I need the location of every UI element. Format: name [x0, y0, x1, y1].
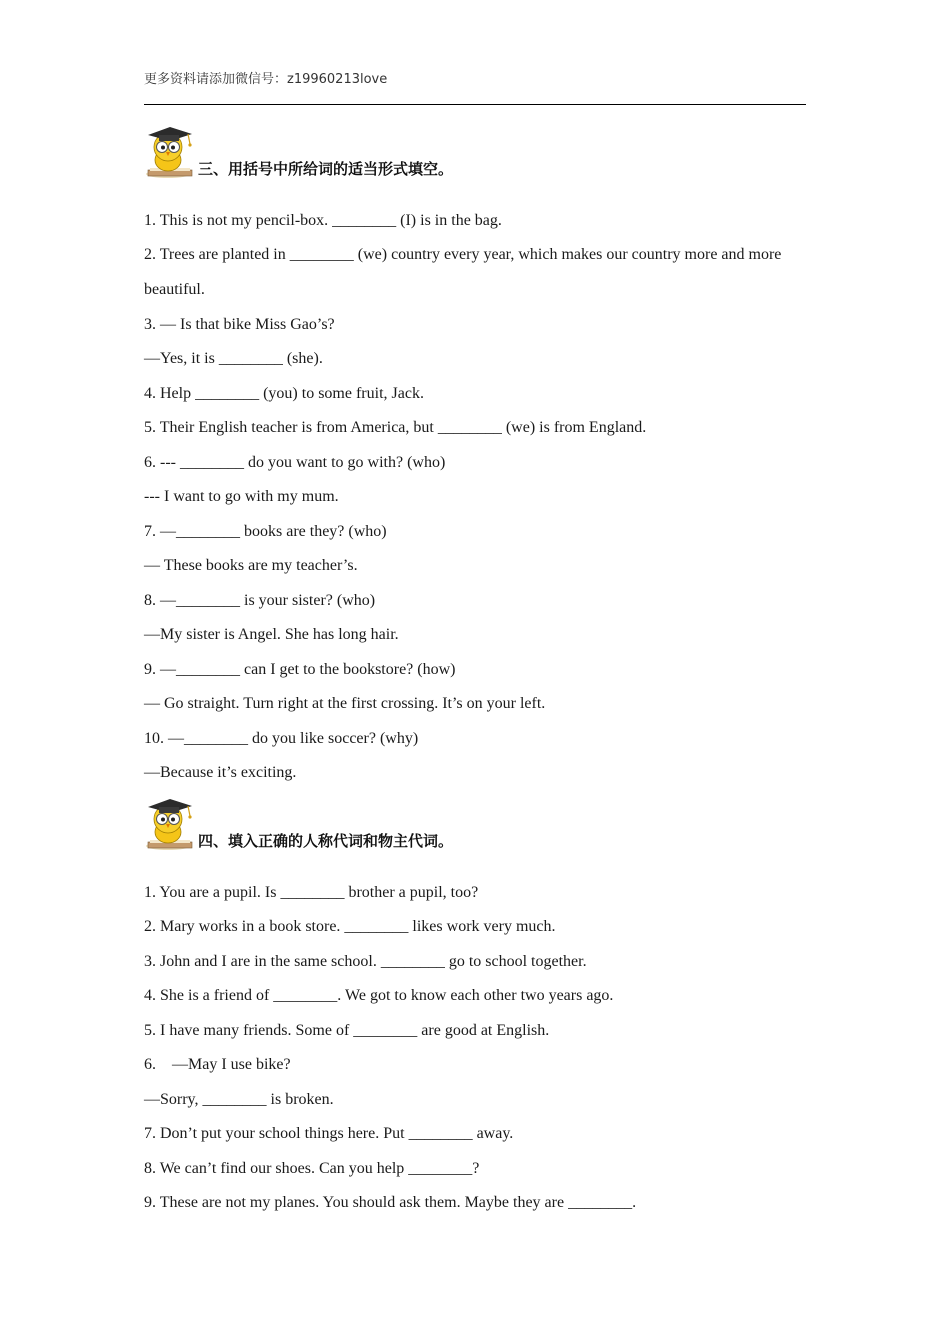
question-line: 10. —________ do you like soccer? (why) — [144, 730, 419, 747]
question-line: 4. She is a friend of ________. We got to know each other two years ago. — [144, 987, 614, 1004]
answer-line: —Because it’s exciting. — [144, 764, 297, 781]
question-line: 3. John and I are in the same school. ________ go to school together. — [144, 953, 587, 970]
question-line: 9. These are not my planes. You should ask them. Maybe they are ________. — [144, 1194, 637, 1211]
section-title: 四、填入正确的人称代词和物主代词。 — [198, 832, 454, 850]
question-line: 7. —________ books are they? (who) — [144, 523, 387, 540]
owl-graduate-icon — [144, 794, 196, 852]
answer-line: --- I want to go with my mum. — [144, 488, 339, 505]
question-line: 7. Don’t put your school things here. Put ________ away. — [144, 1125, 514, 1142]
question-line: 5. I have many friends. Some of ________ are good at English. — [144, 1022, 550, 1039]
section-title: 三、用括号中所给词的适当形式填空。 — [198, 160, 454, 178]
question-line: 3. — Is that bike Miss Gao’s? — [144, 316, 335, 333]
question-line: 2. Mary works in a book store. ________ likes work very much. — [144, 918, 556, 935]
question-line: 9. —________ can I get to the bookstore? (how) — [144, 661, 456, 678]
section-3-heading — [144, 122, 453, 180]
question-line: 4. Help ________ (you) to some fruit, Jack. — [144, 385, 424, 402]
header-divider — [144, 104, 806, 105]
question-line: 1. This is not my pencil-box. ________ (I) is in the bag. — [144, 212, 502, 229]
question-line: 2. Trees are planted in ________ (we) country every year, which makes our country more and more beautiful. — [144, 246, 782, 298]
header-note: 更多资料请添加微信号：z19960213love — [144, 72, 388, 87]
question-line: 8. —________ is your sister? (who) — [144, 592, 376, 609]
answer-line: — These books are my teacher’s. — [144, 557, 358, 574]
answer-line: —Yes, it is ________ (she). — [144, 350, 323, 367]
question-line: 6. --- ________ do you want to go with? (who) — [144, 454, 446, 471]
answer-line: — Go straight. Turn right at the first crossing. It’s on your left. — [144, 695, 546, 712]
answer-line: —Sorry, ________ is broken. — [144, 1091, 334, 1108]
question-line: 6. —May I use bike? — [144, 1056, 291, 1073]
answer-line: —My sister is Angel. She has long hair. — [144, 626, 399, 643]
question-line: 1. You are a pupil. Is ________ brother a pupil, too? — [144, 884, 479, 901]
question-line: 5. Their English teacher is from America, but ________ (we) is from England. — [144, 419, 647, 436]
section-4-heading — [144, 794, 453, 852]
owl-graduate-icon — [144, 122, 196, 180]
question-line: 8. We can’t find our shoes. Can you help ________? — [144, 1160, 480, 1177]
